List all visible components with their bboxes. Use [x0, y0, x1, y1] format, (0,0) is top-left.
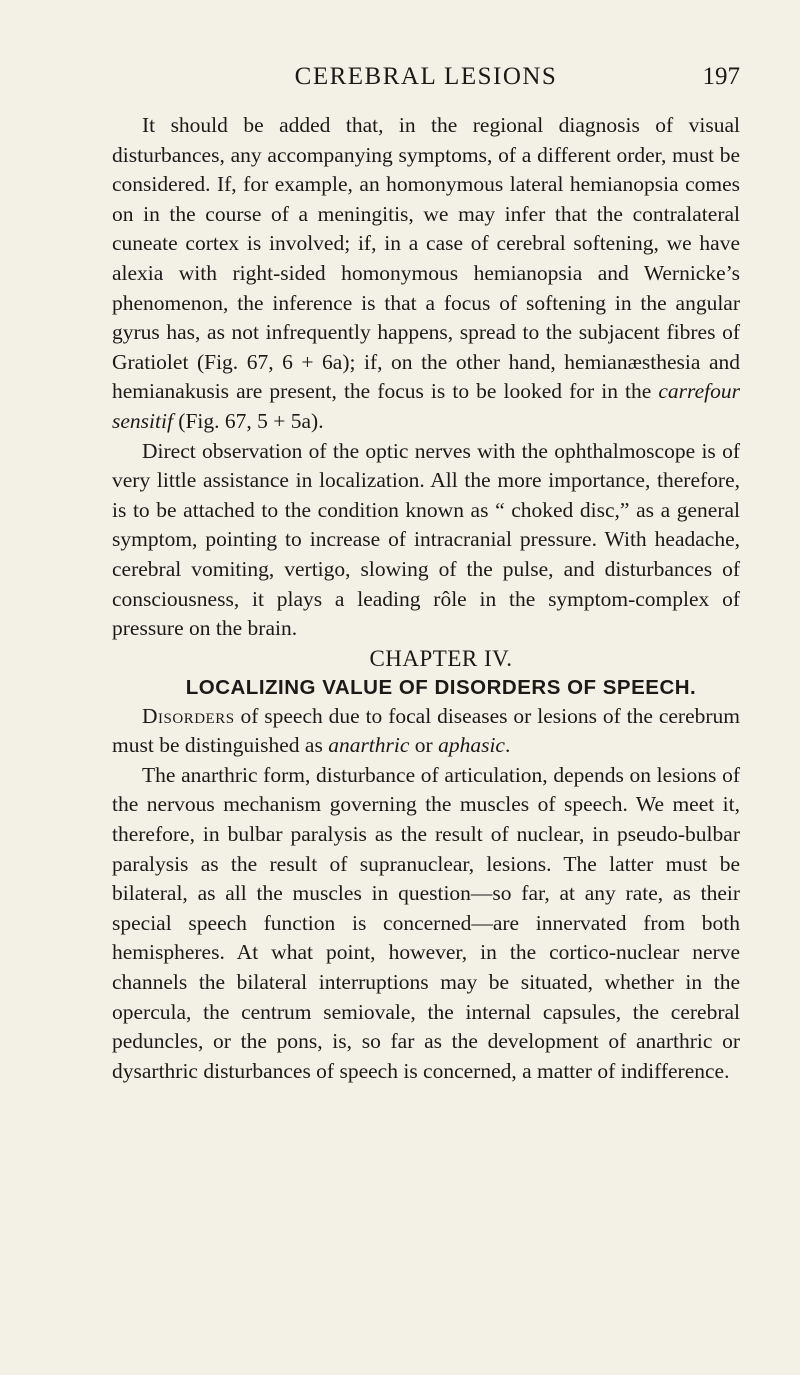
running-head	[112, 60, 740, 100]
paragraph-text: of speech due to focal diseases or lesions of the cerebrum must be distinguished as	[112, 703, 740, 758]
paragraph-text: .	[504, 733, 511, 758]
italic-term-anarthric: anarthric	[328, 733, 410, 758]
paragraph-disorders-of-speech	[112, 702, 740, 761]
italic-term-aphasic: aphasic	[438, 733, 505, 758]
paragraph-ophthalmoscope	[112, 437, 740, 644]
paragraph-text: or	[409, 733, 439, 758]
lead-word: Disorders	[142, 703, 235, 728]
paragraph-text: The anarthric form, disturbance of articulation, depends on lesions of the nervous mechanism governing the muscles of speech. We meet it, therefore, in bulbar paralysis as the result of nuclear, in pseudo-bulbar paralysis as the result of supranuclear, lesions. The latter must be bilateral, as all the muscles in question—so far, at any rate, as their special speech function is concerned—are innervated from both hemispheres. At what point, however, in the cortico-nuclear nerve channels the bilateral interruptions may be situated, whether in the opercula, the centrum semiovale, the internal capsules, the cerebral peduncles, or the pons, is, so far as the development of anarthric or dysarthric disturbances of speech is concerned, a matter of indifference.	[112, 762, 740, 1083]
page-number: 197	[702, 63, 740, 90]
paragraph-visual-disturbances	[112, 111, 740, 437]
paragraph-anarthric-form	[112, 761, 740, 1087]
paragraph-text: (Fig. 67, 5 + 5a).	[172, 408, 324, 433]
italic-term-carrefour-sensitif: carrefour sensitif	[112, 379, 740, 433]
body-text	[112, 111, 740, 1086]
chapter-heading	[112, 644, 740, 702]
paragraph-text: It should be added that, in the regional diagnosis of visual disturbances, any accompanying symptoms, of a different order, must be considered. If, for example, an homonymous lateral hemianopsia comes on in the course of a meningitis, we may infer that the contralateral cuneate cortex is involved; if, in a case of cerebral softening, we have alexia with right-sided homonymous hemianopsia and Wernicke’s phenomenon, the inference is that a focus of softening in the angular gyrus has, as not infrequently happens, spread to the subjacent fibres of Gratiolet (Fig. 67, 6 + 6a); if, on the other hand, hemianæsthesia and hemianakusis are present, the focus is to be looked for in the	[112, 113, 740, 404]
running-title: CEREBRAL LESIONS	[294, 63, 558, 90]
chapter-title: LOCALIZING VALUE OF DISORDERS OF SPEECH.	[185, 675, 697, 699]
paragraph-text: Direct observation of the optic nerves with the ophthalmoscope is of very little assistance in localization. All the more importance, therefore, is to be attached to the condition known as “ choked disc,” as a general symptom, pointing to increase of intracranial pressure. With headache, cerebral vomiting, vertigo, slowing of the pulse, and disturbances of consciousness, it plays a leading rôle in the symptom-complex of pressure on the brain.	[112, 438, 740, 641]
chapter-number: CHAPTER IV.	[369, 645, 513, 671]
